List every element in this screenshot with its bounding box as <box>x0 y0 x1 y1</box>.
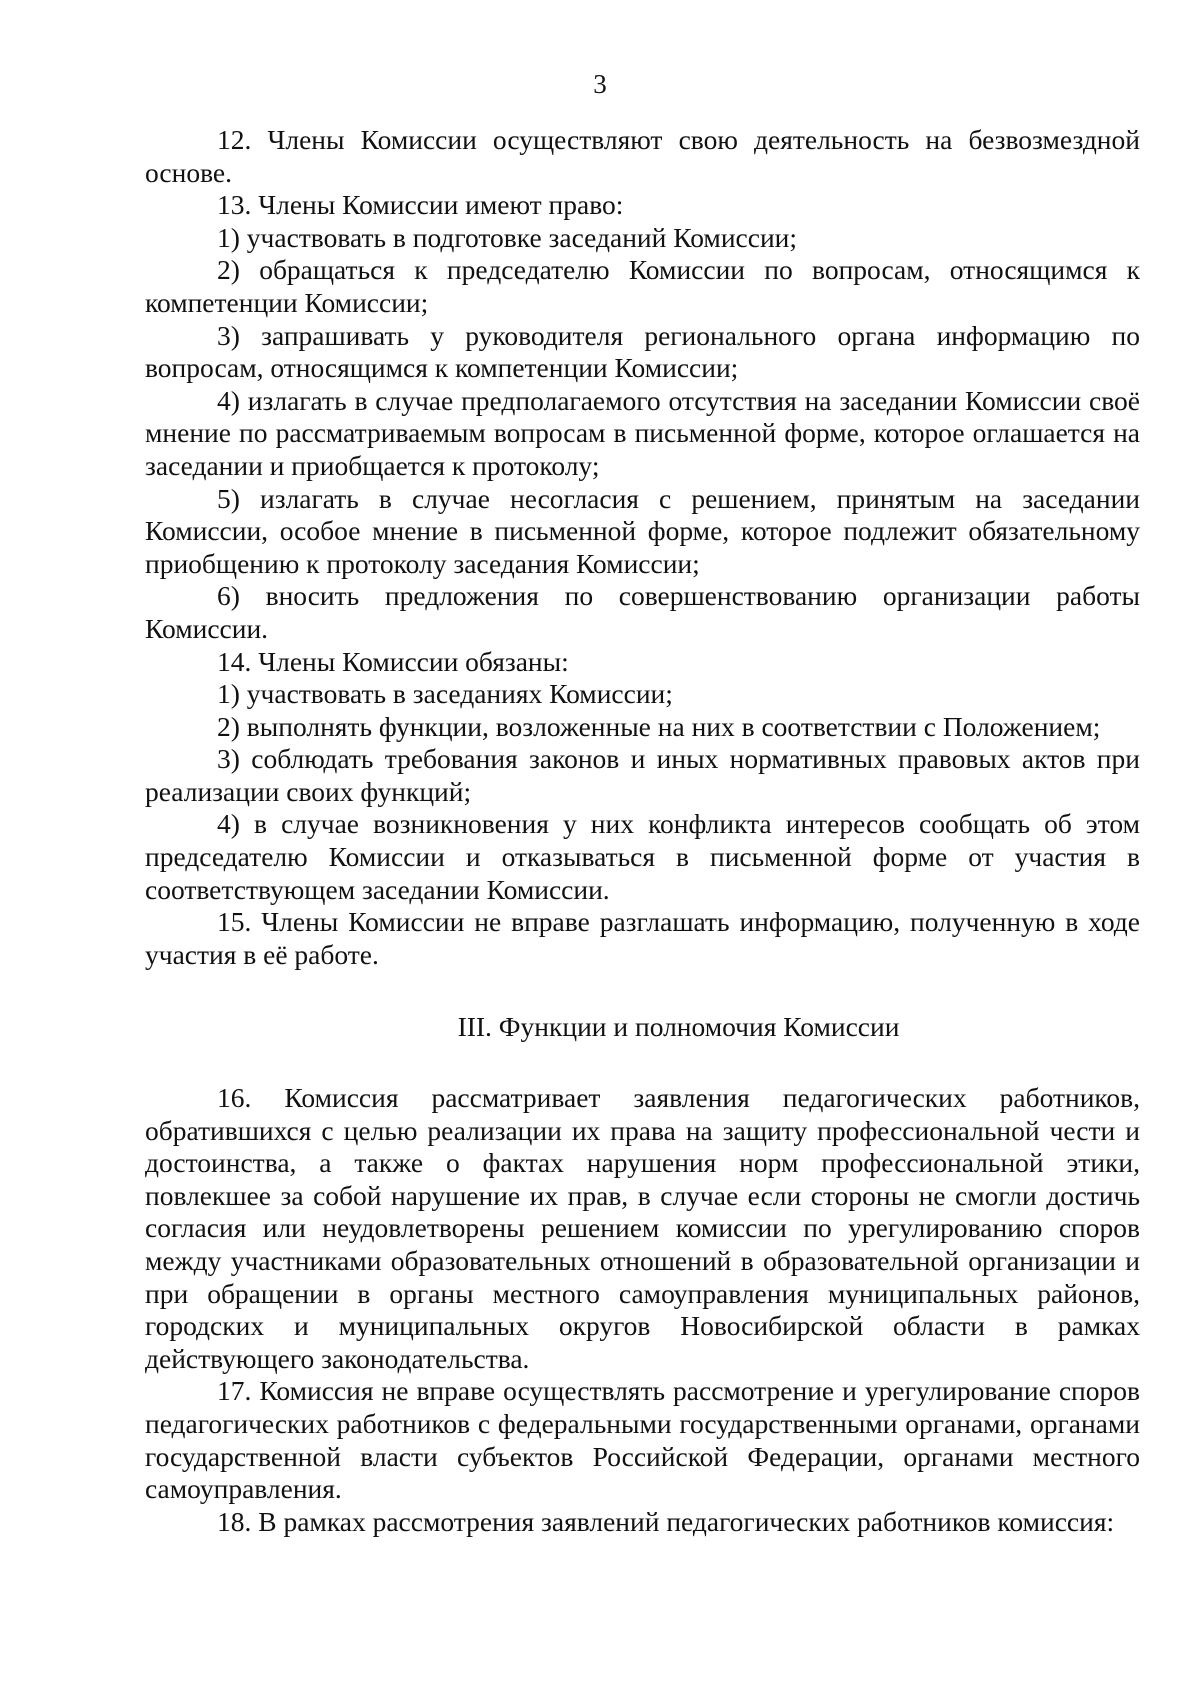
section-heading: III. Функции и полномочия Комиссии <box>457 1011 900 1043</box>
paragraph-14-item-3: 3) соблюдать требования законов и иных нормативных правовых актов при реализации своих функций; <box>145 743 1140 807</box>
paragraph-16: 16. Комиссия рассматривает заявления педагогических работников, обратившихся с целью реализации их права на защиту профессиональной чести и достоинства, а также о фактах нарушения норм профессиональной этики, повлекшее за собой нарушение их прав, в случае если стороны не смогли достичь согласия или неудовлетворены решением комиссии по урегулированию споров между участниками образовательных отношений в образовательной организации и при обращении в органы местного самоуправления муниципальных районов, городских и муниципальных округов Новосибирской области в рамках действующего законодательства. <box>145 1082 1140 1374</box>
paragraph-13-item-4: 4) излагать в случае предполагаемого отсутствия на заседании Комиссии своё мнение по рассматриваемым вопросам в письменной форме, которое оглашается на заседании и приобщается к протоколу; <box>145 384 1140 481</box>
document-body <box>145 124 1140 1538</box>
paragraph-13-item-2: 2) обращаться к председателю Комиссии по вопросам, относящимся к компетенции Комиссии; <box>145 254 1140 318</box>
paragraph-17: 17. Комиссия не вправе осуществлять рассмотрение и урегулирование споров педагогических работников с федеральными государственными органами, органами государственной власти субъектов Российской Федерации, органами местного самоуправления. <box>145 1375 1140 1505</box>
page-number: 3 <box>593 69 607 99</box>
paragraph-15: 15. Члены Комиссии не вправе разглашать информацию, полученную в ходе участия в её работе. <box>145 906 1140 970</box>
paragraph-13: 13. Члены Комиссии имеют право: <box>217 189 624 221</box>
paragraph-18: 18. В рамках рассмотрения заявлений педагогических работников комиссия: <box>217 1505 1115 1537</box>
paragraph-14: 14. Члены Комиссии обязаны: <box>217 645 569 677</box>
paragraph-13-item-6: 6) вносить предложения по совершенствованию организации работы Комиссии. <box>145 580 1140 644</box>
paragraph-12: 12. Члены Комиссии осуществляют свою деятельность на безвозмездной основе. <box>145 124 1140 188</box>
paragraph-13-item-5: 5) излагать в случае несогласия с решением, принятым на заседании Комиссии, особое мнение в письменной форме, которое подлежит обязательному приобщению к протоколу заседания Комиссии; <box>145 482 1140 579</box>
paragraph-14-item-2: 2) выполнять функции, возложенные на них в соответствии с Положением; <box>217 710 1101 742</box>
paragraph-14-item-1: 1) участвовать в заседаниях Комиссии; <box>217 678 673 710</box>
paragraph-14-item-4: 4) в случае возникновения у них конфликта интересов сообщать об этом председателю Комиссии и отказываться в письменной форме от участия в соответствующем заседании Комиссии. <box>145 808 1140 905</box>
paragraph-13-item-1: 1) участвовать в подготовке заседаний Комиссии; <box>217 221 798 253</box>
paragraph-13-item-3: 3) запрашивать у руководителя регионального органа информацию по вопросам, относящимся к компетенции Комиссии; <box>145 319 1140 384</box>
